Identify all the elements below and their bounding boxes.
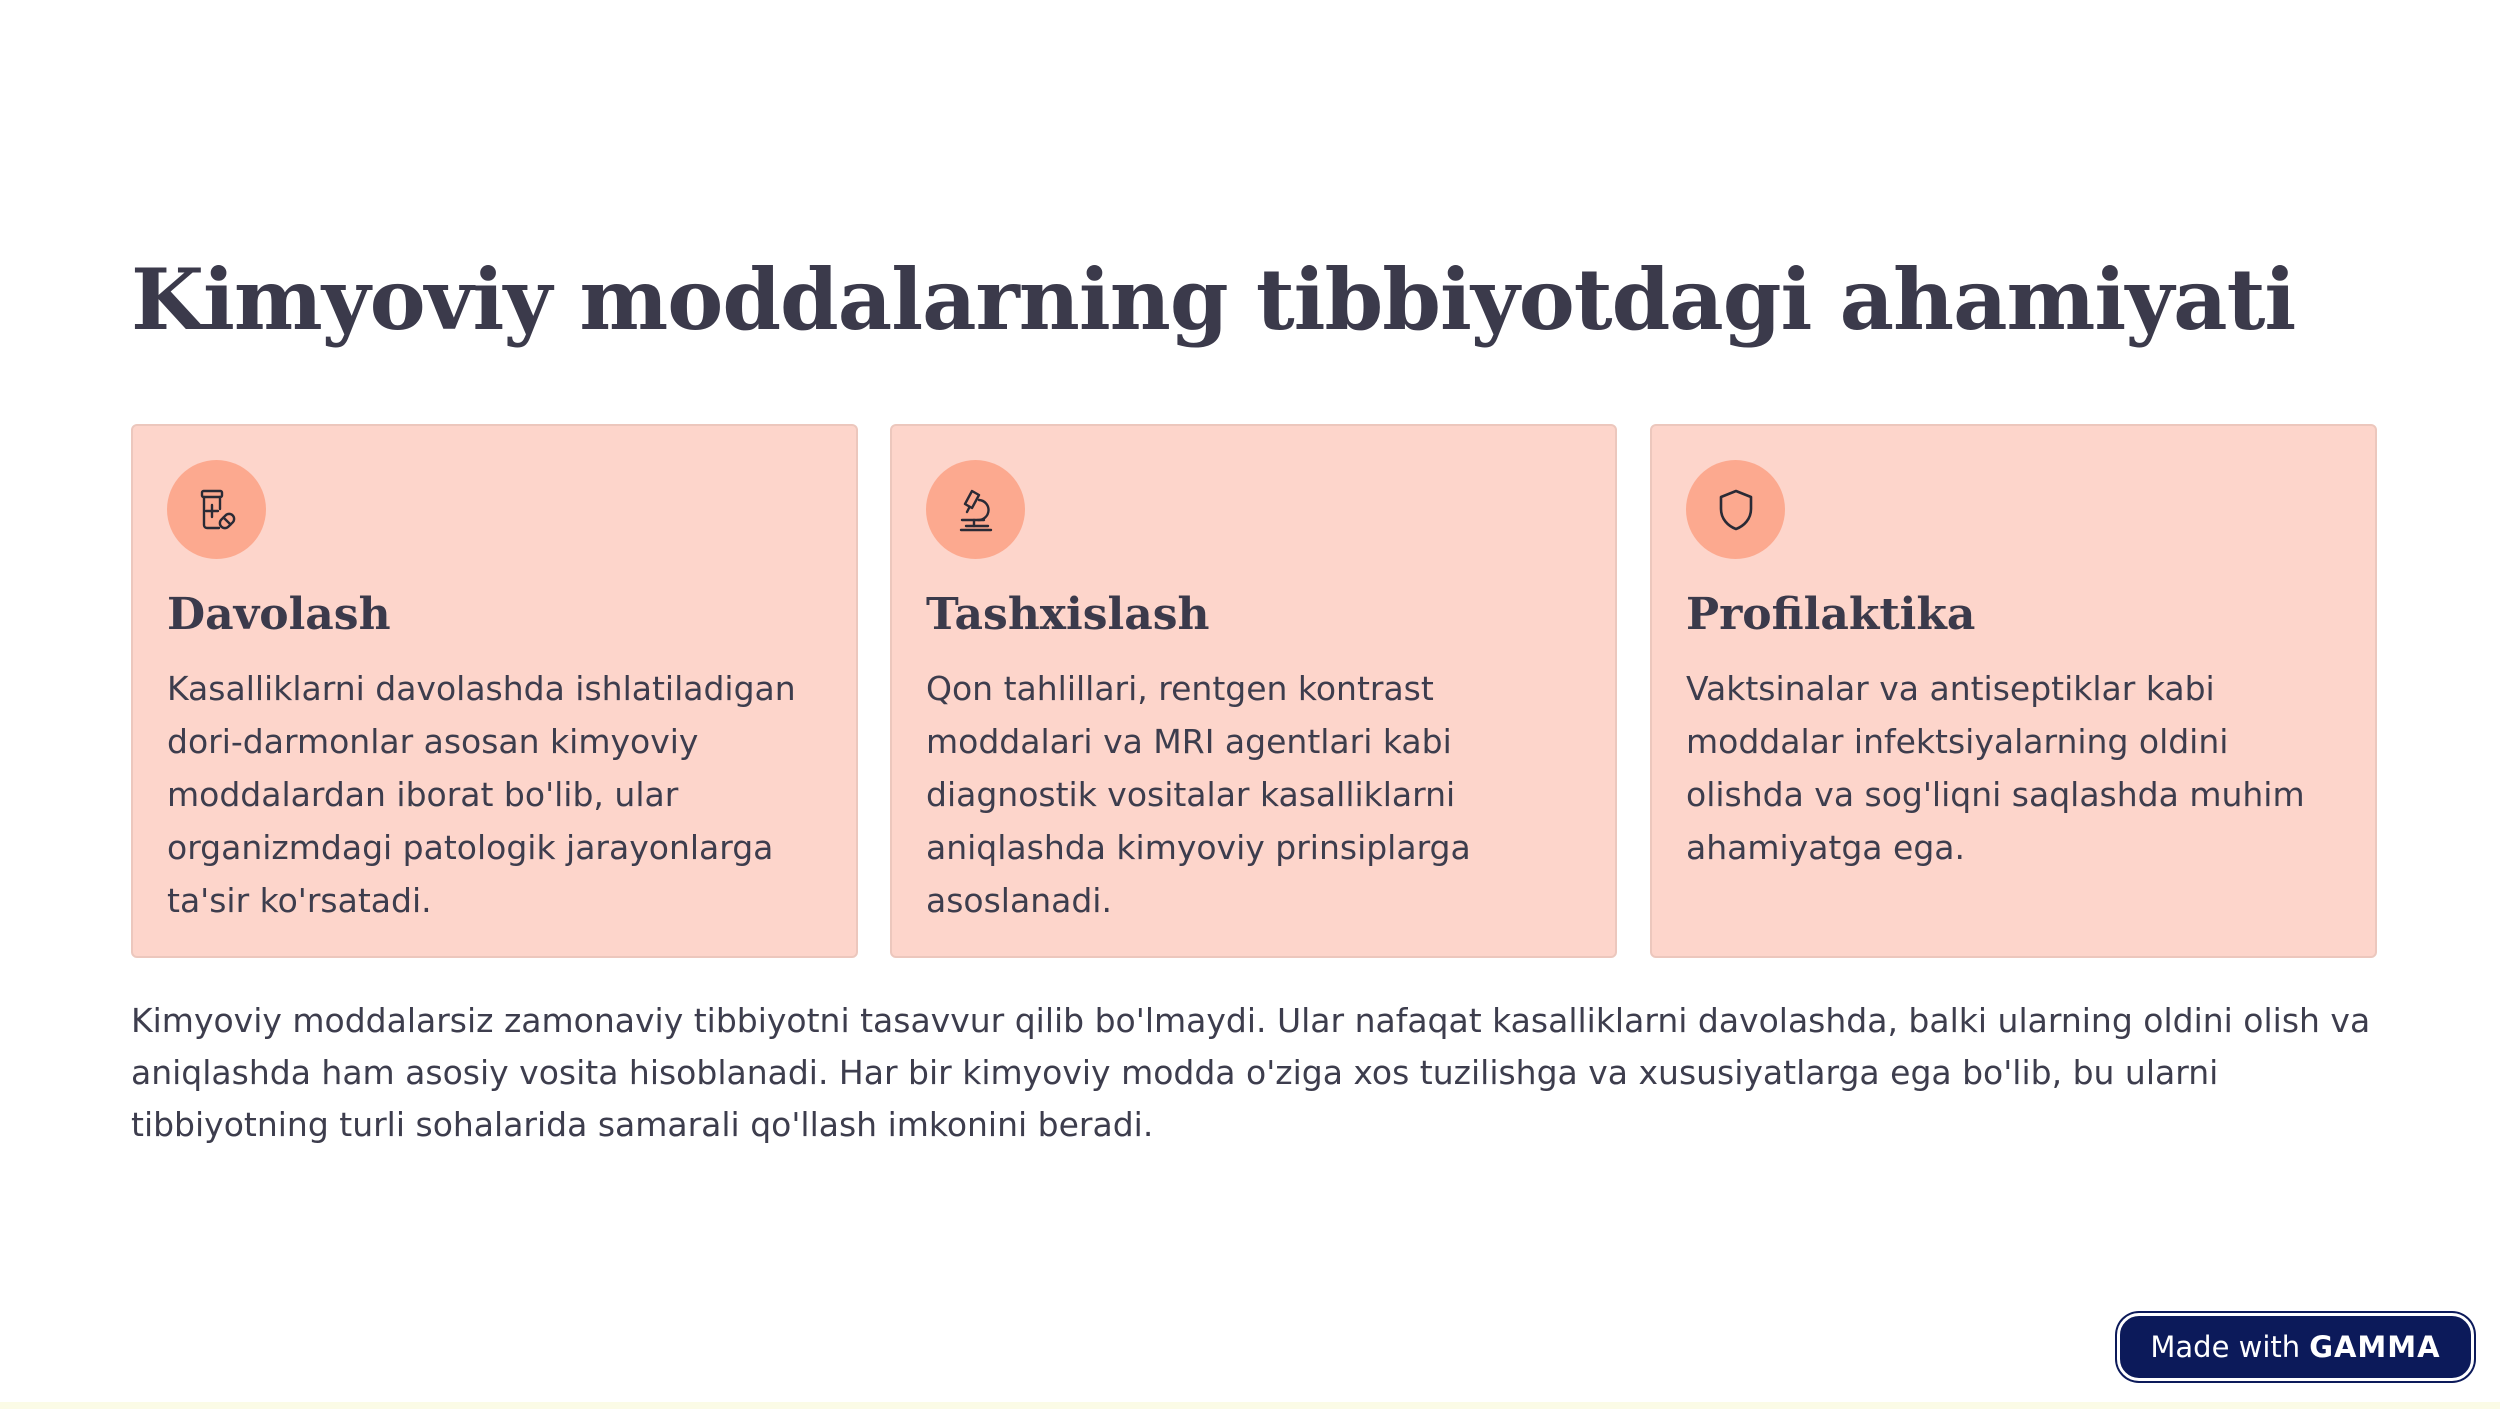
card-icon-circle — [167, 460, 266, 559]
card-profilaktika — [1650, 424, 2377, 958]
card-title: Davolash — [167, 589, 391, 640]
badge-prefix: Made with — [2150, 1330, 2301, 1364]
card-icon-circle — [1686, 460, 1785, 559]
bottom-strip — [0, 1402, 2500, 1409]
card-davolash — [131, 424, 858, 958]
microscope-icon — [952, 486, 1000, 534]
card-icon-circle — [926, 460, 1025, 559]
card-tashxislash — [890, 424, 1617, 958]
shield-icon — [1712, 486, 1760, 534]
gamma-logo: GAMMA — [2309, 1330, 2441, 1364]
card-text: Kasalliklarni davolashda ishlatiladigan dori-darmonlar asosan kimyoviy moddalardan iborat bo'lib, ular organizmdagi patologik jarayonlarga ta'sir ko'rsatadi. — [167, 669, 796, 920]
card-text: Qon tahlillari, rentgen kontrast moddalari va MRI agentlari kabi diagnostik vositalar kasalliklarni aniqlashda kimyoviy prinsiplarga asoslanadi. — [926, 669, 1471, 920]
medicine-bottle-icon — [193, 486, 241, 534]
card-grid — [131, 424, 2377, 962]
made-with-gamma-badge[interactable] — [2117, 1313, 2474, 1381]
card-text: Vaktsinalar va antiseptiklar kabi moddalar infektsiyalarning oldini olishda va sog'liqni saqlashda muhim ahamiyatga ega. — [1686, 669, 2305, 867]
summary-paragraph: Kimyoviy moddalarsiz zamonaviy tibbiyotni tasavvur qilib bo'lmaydi. Ular nafaqat kasalliklarni davolashda, balki ularning oldini olish va aniqlashda ham asosiy vosita hisoblanadi. Har bir kimyoviy modda o'ziga xos tuzilishga va xususiyatlarga ega bo'lib, bu ularni tibbiyotning turli sohalarida samarali qo'llash imkonini beradi. — [131, 1001, 2371, 1144]
card-title: Tashxislash — [926, 589, 1210, 640]
card-title: Profilaktika — [1686, 589, 1976, 640]
page-title: Kimyoviy moddalarning tibbiyotdagi ahamiyati — [131, 250, 2296, 349]
